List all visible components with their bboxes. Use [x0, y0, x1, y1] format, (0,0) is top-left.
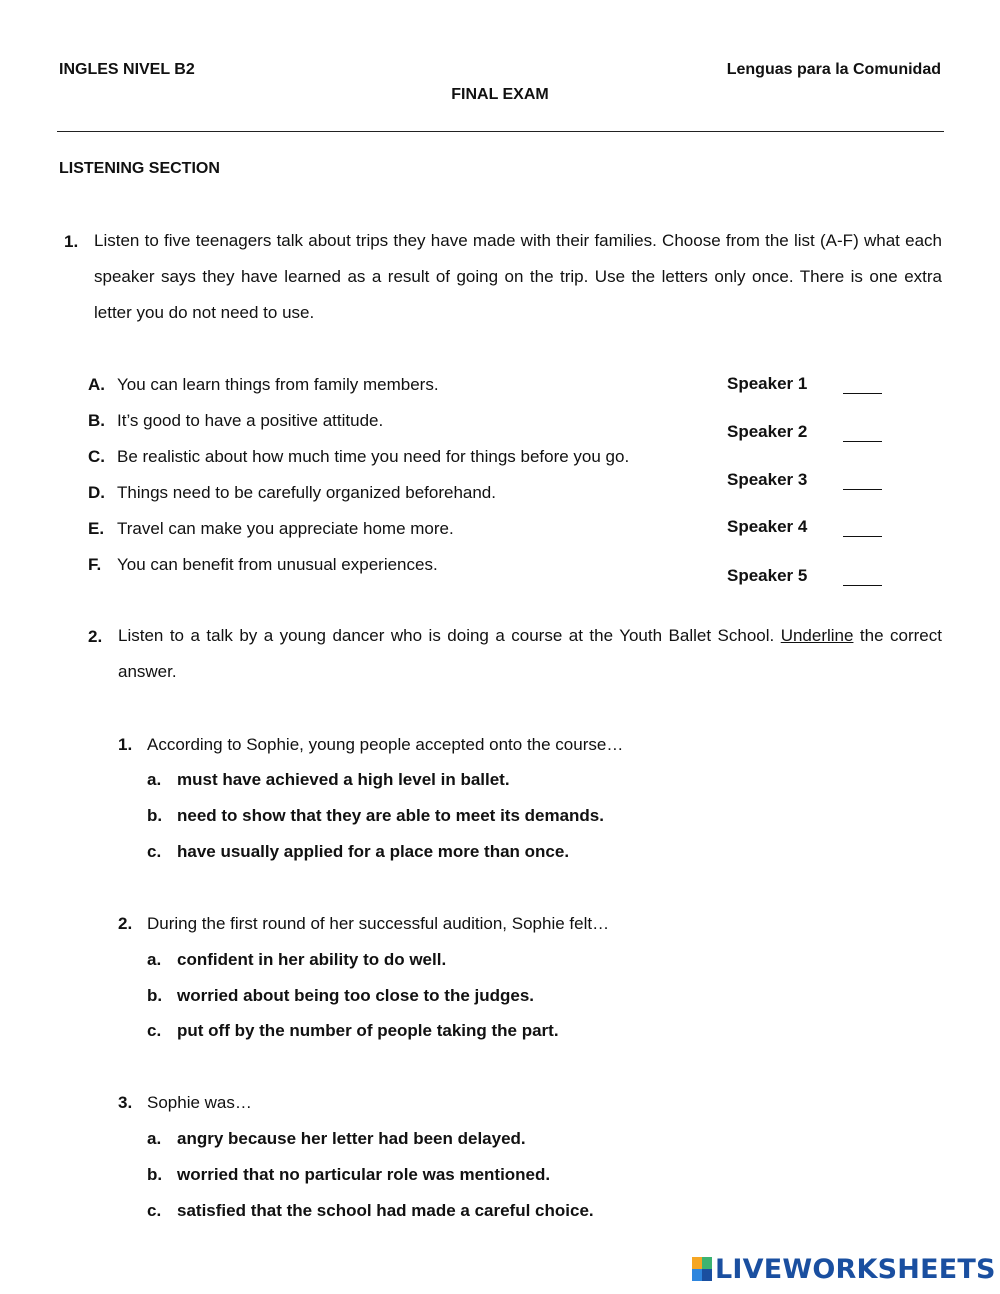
- option-d-letter: D.: [88, 483, 105, 502]
- question-2-instructions: [118, 618, 942, 690]
- subquestion-1-answer-b-letter: b.: [147, 806, 163, 825]
- header-institution: Lenguas para la Comunidad: [726, 61, 941, 78]
- question-2-text-after: the correct answer.: [118, 626, 942, 681]
- subquestion-2-answer-a[interactable]: confident in her ability to do well.: [177, 950, 447, 969]
- question-1-number: 1.: [64, 232, 79, 251]
- speaker-1-answer-blank[interactable]: [843, 393, 882, 394]
- option-a-text: You can learn things from family members.: [117, 375, 439, 394]
- subquestion-1-text: According to Sophie, young people accepted onto the course…: [147, 735, 624, 754]
- speaker-3-label: Speaker 3: [727, 470, 808, 489]
- liveworksheets-logo-icon: [692, 1257, 712, 1281]
- subquestion-2-text: During the first round of her successful audition, Sophie felt…: [147, 914, 610, 933]
- subquestion-2-answer-a-letter: a.: [147, 950, 162, 969]
- subquestion-1-answer-c-letter: c.: [147, 842, 162, 861]
- subquestion-1-number: 1.: [118, 735, 133, 754]
- subquestion-3-answer-a-letter: a.: [147, 1129, 162, 1148]
- option-f-letter: F.: [88, 555, 102, 574]
- speaker-4-answer-blank[interactable]: [843, 536, 882, 537]
- subquestion-3-answer-a[interactable]: angry because her letter had been delayed.: [177, 1129, 526, 1148]
- subquestion-2-answer-b-letter: b.: [147, 986, 163, 1005]
- question-2-text-before: Listen to a talk by a young dancer who is doing a course at the Youth Ballet School.: [118, 626, 781, 645]
- option-f-text: You can benefit from unusual experiences.: [117, 555, 438, 574]
- speaker-3-answer-blank[interactable]: [843, 489, 882, 490]
- header-course-level: INGLES NIVEL B2: [59, 61, 195, 78]
- option-b-letter: B.: [88, 411, 105, 430]
- option-e-letter: E.: [88, 519, 105, 538]
- speaker-4-label: Speaker 4: [727, 517, 808, 536]
- logo-text: LIVEWORKSHEETS: [715, 1253, 996, 1285]
- question-1-instructions: Listen to five teenagers talk about trips they have made with their families. Choose from the list (A-F) what each speaker says they have learned as a result of going on the trip. Use the letters only once. There is one extra letter you do not need to use.: [94, 231, 942, 322]
- subquestion-1-answer-c[interactable]: have usually applied for a place more than once.: [177, 842, 570, 861]
- speaker-2-answer-blank[interactable]: [843, 441, 882, 442]
- speaker-1-label: Speaker 1: [727, 374, 808, 393]
- option-b-text: It’s good to have a positive attitude.: [117, 411, 384, 430]
- liveworksheets-logo[interactable]: [692, 1253, 996, 1285]
- subquestion-3-text: Sophie was…: [147, 1093, 252, 1112]
- subquestion-1-answer-a-letter: a.: [147, 770, 162, 789]
- subquestion-2-answer-b[interactable]: worried about being too close to the judges.: [177, 986, 535, 1005]
- option-a-letter: A.: [88, 375, 105, 394]
- header-divider: [57, 131, 944, 132]
- option-e-text: Travel can make you appreciate home more.: [117, 519, 454, 538]
- subquestion-3-number: 3.: [118, 1093, 133, 1112]
- subquestion-3-answer-b[interactable]: worried that no particular role was mentioned.: [177, 1165, 551, 1184]
- subquestion-3-answer-b-letter: b.: [147, 1165, 163, 1184]
- subquestion-2-number: 2.: [118, 914, 133, 933]
- speaker-2-label: Speaker 2: [727, 422, 808, 441]
- subquestion-1-answer-b[interactable]: need to show that they are able to meet its demands.: [177, 806, 604, 825]
- subquestion-2-answer-c-letter: c.: [147, 1021, 162, 1040]
- speaker-5-label: Speaker 5: [727, 566, 808, 585]
- subquestion-3-answer-c[interactable]: satisfied that the school had made a careful choice.: [177, 1201, 594, 1220]
- option-c-letter: C.: [88, 447, 105, 466]
- question-2-number: 2.: [88, 627, 103, 646]
- section-title: LISTENING SECTION: [59, 160, 220, 177]
- subquestion-2-answer-c[interactable]: put off by the number of people taking the part.: [177, 1021, 559, 1040]
- option-c-text: Be realistic about how much time you need for things before you go.: [117, 447, 630, 466]
- subquestion-1-answer-a[interactable]: must have achieved a high level in ballet.: [177, 770, 510, 789]
- option-d-text: Things need to be carefully organized beforehand.: [117, 483, 496, 502]
- question-2-underline-word: Underline: [780, 626, 854, 645]
- subquestion-3-answer-c-letter: c.: [147, 1201, 162, 1220]
- page-title: FINAL EXAM: [451, 86, 549, 103]
- speaker-5-answer-blank[interactable]: [843, 585, 882, 586]
